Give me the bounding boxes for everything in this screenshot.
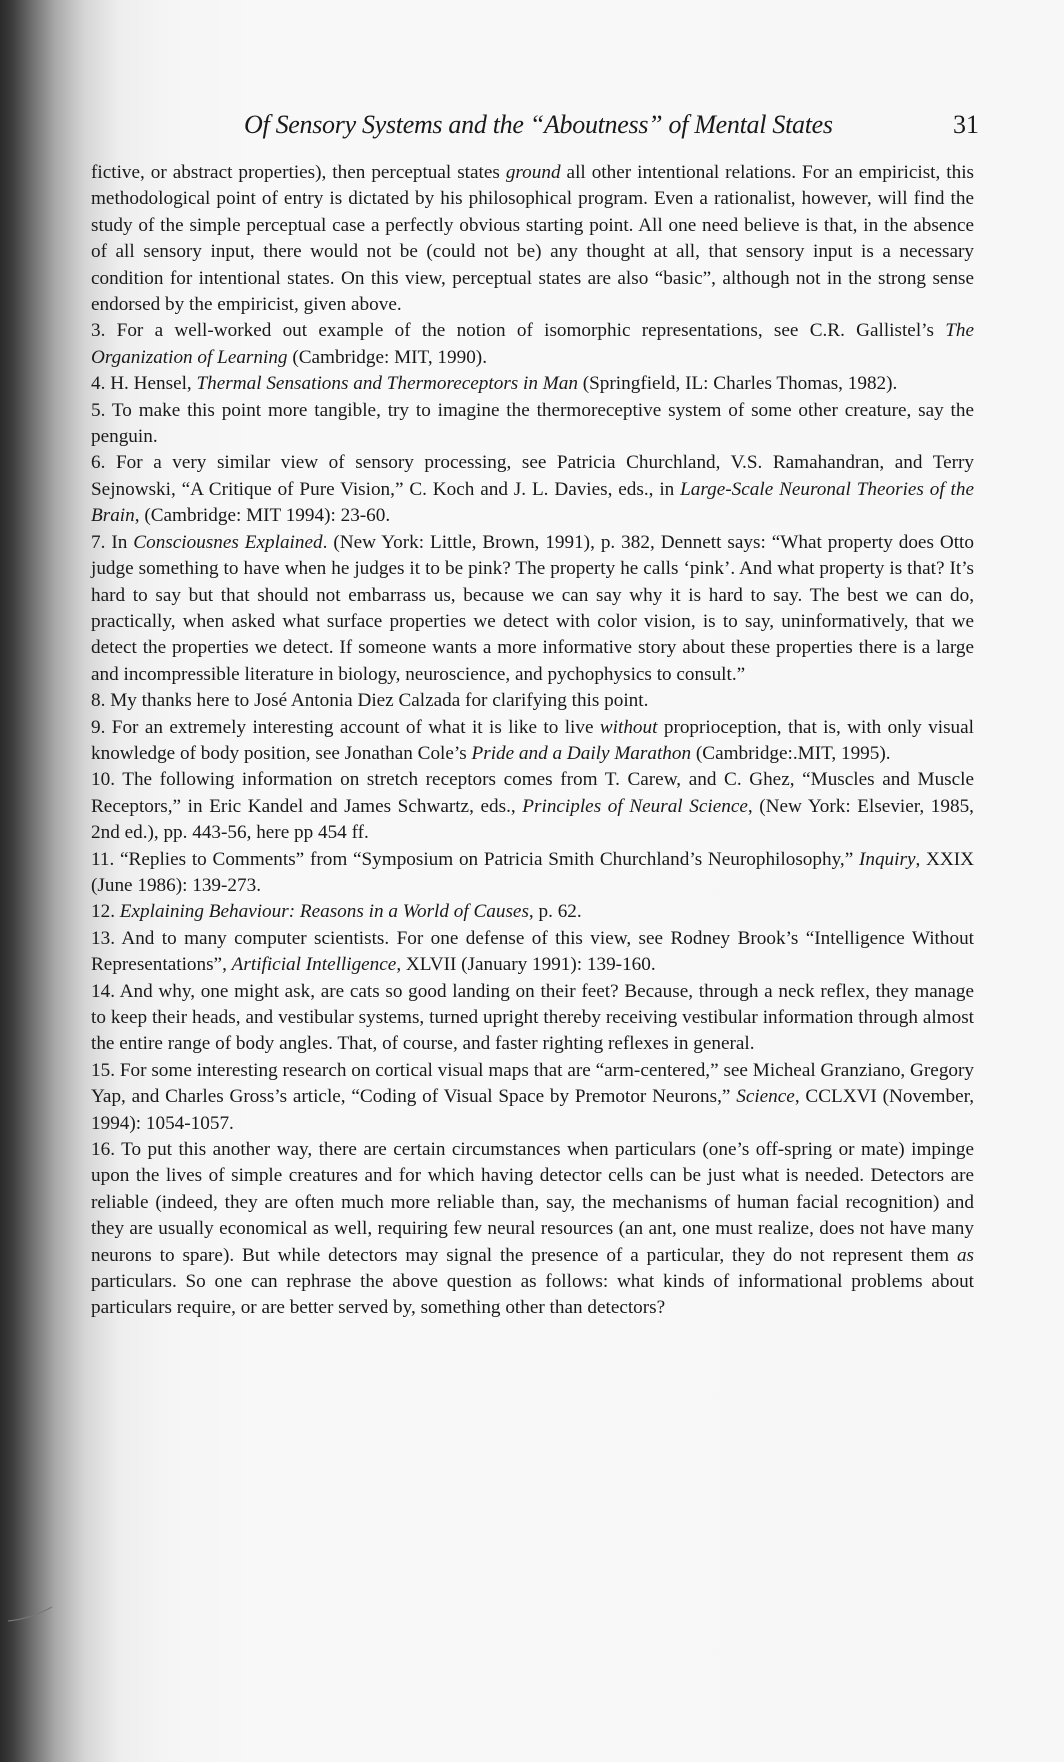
italic-title: Principles of Neural Science xyxy=(522,795,748,817)
note-7 xyxy=(91,530,974,688)
note-text: 7. In xyxy=(91,531,134,553)
note-text: , CCLXVI (November, 1994): 1054-1057. xyxy=(91,1086,975,1134)
note-8 xyxy=(91,688,974,714)
note-text: 13. And to many computer scientists. For one defense of this view, see Rodney Brook’s “Intelligence Without Representations”, xyxy=(91,927,974,976)
note-text: particulars. So one can rephrase the above question as follows: what kinds of informational problems about particulars require, or are better served by, something other than detectors? xyxy=(91,1271,974,1319)
italic-title: as xyxy=(956,1244,974,1266)
note-11 xyxy=(91,847,974,900)
note-text: (Springfield, IL: Charles Thomas, 1982). xyxy=(577,373,898,395)
note-text: , (Cambridge: MIT 1994): 23-60. xyxy=(134,505,391,527)
note-text: 3. For a well-worked out example of the notion of isomorphic representations, see C.R. Gallistel’s xyxy=(91,320,946,342)
pencil-mark xyxy=(8,1605,53,1625)
note-10 xyxy=(91,767,974,846)
note-text: . (New York: Little, Brown, 1991), p. 382, Dennett says: “What property does Otto judge something to have when he judges it to be pink? The property he calls ‘pink’. And what property is that? It’s hard to say but that should not embarrass us, because we can say why it is hard to say. The best we can do, practically, when asked what surface properties we detect with color vision, is to say, uninformatively, that we detect the properties we detect. If someone wants a more informative story about these properties there is a large and incompressible literature in biology, neuroscience, and pychophysics to consult.” xyxy=(91,531,974,685)
italic-title: Thermal Sensations and Thermoreceptors in Man xyxy=(196,373,578,395)
note-text: proprioception, that is, with only visual knowledge of body position, see Jonathan Cole’s xyxy=(91,716,975,764)
note-15 xyxy=(91,1058,974,1137)
note-5 xyxy=(91,398,974,451)
note-text: , (New York: Elsevier, 1985, 2nd ed.), pp. 443-56, here pp 454 ff. xyxy=(91,795,974,844)
note-continuation xyxy=(91,160,974,318)
italic-title: ground xyxy=(505,162,561,183)
note-text: , XXIX (June 1986): 139-273. xyxy=(91,848,974,896)
note-text: 10. The following information on stretch receptors comes from T. Carew, and C. Ghez, “Muscles and Muscle Receptors,” in Eric Kandel and James Schwartz, eds., xyxy=(91,769,974,817)
note-text: 5. To make this point more tangible, try to imagine the thermoreceptive system of some other creature, say the penguin. xyxy=(91,399,974,448)
endnotes-list xyxy=(91,160,974,1322)
note-text: 14. And why, one might ask, are cats so good landing on their feet? Because, through a neck reflex, they manage to keep their heads, and vestibular systems, turned upright thereby receiving vestibular information through almost the entire range of body angles. That, of course, and faster righting reflexes in general. xyxy=(91,980,974,1055)
note-text: 11. “Replies to Comments” from “Symposium on Patricia Smith Churchland’s Neurophilosophy,” xyxy=(91,848,859,870)
note-text: (Cambridge:.MIT, 1995). xyxy=(691,742,891,764)
italic-title: The Organization of Learning xyxy=(91,320,974,368)
italic-title: Large-Scale Neuronal Theories of the Brain xyxy=(91,478,975,527)
page-number: 31 xyxy=(953,110,979,139)
italic-title: Inquiry xyxy=(858,848,916,870)
note-text: 6. For a very similar view of sensory processing, see Patricia Churchland, V.S. Ramahandran, and Terry Sejnowski, “A Critique of Pure Vision,” C. Koch and J. L. Davies, eds., in xyxy=(91,452,974,500)
note-text: 8. My thanks here to José Antonia Diez Calzada for clarifying this point. xyxy=(91,690,649,712)
note-text: 15. For some interesting research on cortical visual maps that are “arm-centered,” see Micheal Granziano, Gregory Yap, and Charles Gross’s article, “Coding of Visual Space by Premotor Neurons,” xyxy=(91,1059,974,1108)
italic-title: Consciousnes Explained xyxy=(133,531,323,553)
italic-title: Pride and a Daily Marathon xyxy=(471,742,692,764)
note-12 xyxy=(91,899,974,925)
italic-title: Explaining Behaviour: Reasons in a World of Causes xyxy=(119,901,529,923)
italic-title: Science xyxy=(736,1086,795,1108)
note-text: 16. To put this another way, there are certain circumstances when particulars (one’s off-spring or mate) impinge upon the lives of simple creatures and for which having detector cells can be just what is needed. Detectors are reliable (indeed, they are often much more reliable than, say, the mechanisms of human facial recognition) and they are usually economical as well, requiring few neural resources (an ant, one must realize, does not have many neurons to spare). But while detectors may signal the presence of a particular, they do not represent them xyxy=(91,1139,974,1266)
note-14 xyxy=(91,979,974,1058)
running-head-title: Of Sensory Systems and the “Aboutness” of Mental States xyxy=(244,110,833,139)
running-header xyxy=(244,110,979,140)
note-text: 12. xyxy=(91,901,120,923)
note-text: (Cambridge: MIT, 1990). xyxy=(287,346,487,368)
note-text: 9. For an extremely interesting account of what it is like to live xyxy=(91,716,600,738)
note-3 xyxy=(91,318,974,371)
note-text: , p. 62. xyxy=(528,901,582,923)
italic-title: without xyxy=(599,716,658,738)
note-6 xyxy=(91,450,974,529)
note-text: all other intentional relations. For an empiricist, this methodological point of entry is dictated by his philosophical program. Even a rationalist, however, will find the study of the simple perceptual case a perfectly obvious starting point. All one need believe is that, in the absence of all sensory input, there would not be (could not be) any thought at all, that sensory input is a necessary condition for intentional states. On this view, perceptual states are also “basic”, although not in the strong sense endorsed by the empiricist, given above. xyxy=(91,162,975,316)
note-13 xyxy=(91,926,974,979)
note-text: , XLVII (January 1991): 139-160. xyxy=(396,954,656,976)
note-text: 4. H. Hensel, xyxy=(91,373,197,395)
note-16 xyxy=(91,1137,974,1322)
note-4 xyxy=(91,371,974,397)
note-text: fictive, or abstract properties), then perceptual states xyxy=(91,162,506,183)
note-9 xyxy=(91,715,974,768)
italic-title: Artificial Intelligence xyxy=(231,954,397,976)
